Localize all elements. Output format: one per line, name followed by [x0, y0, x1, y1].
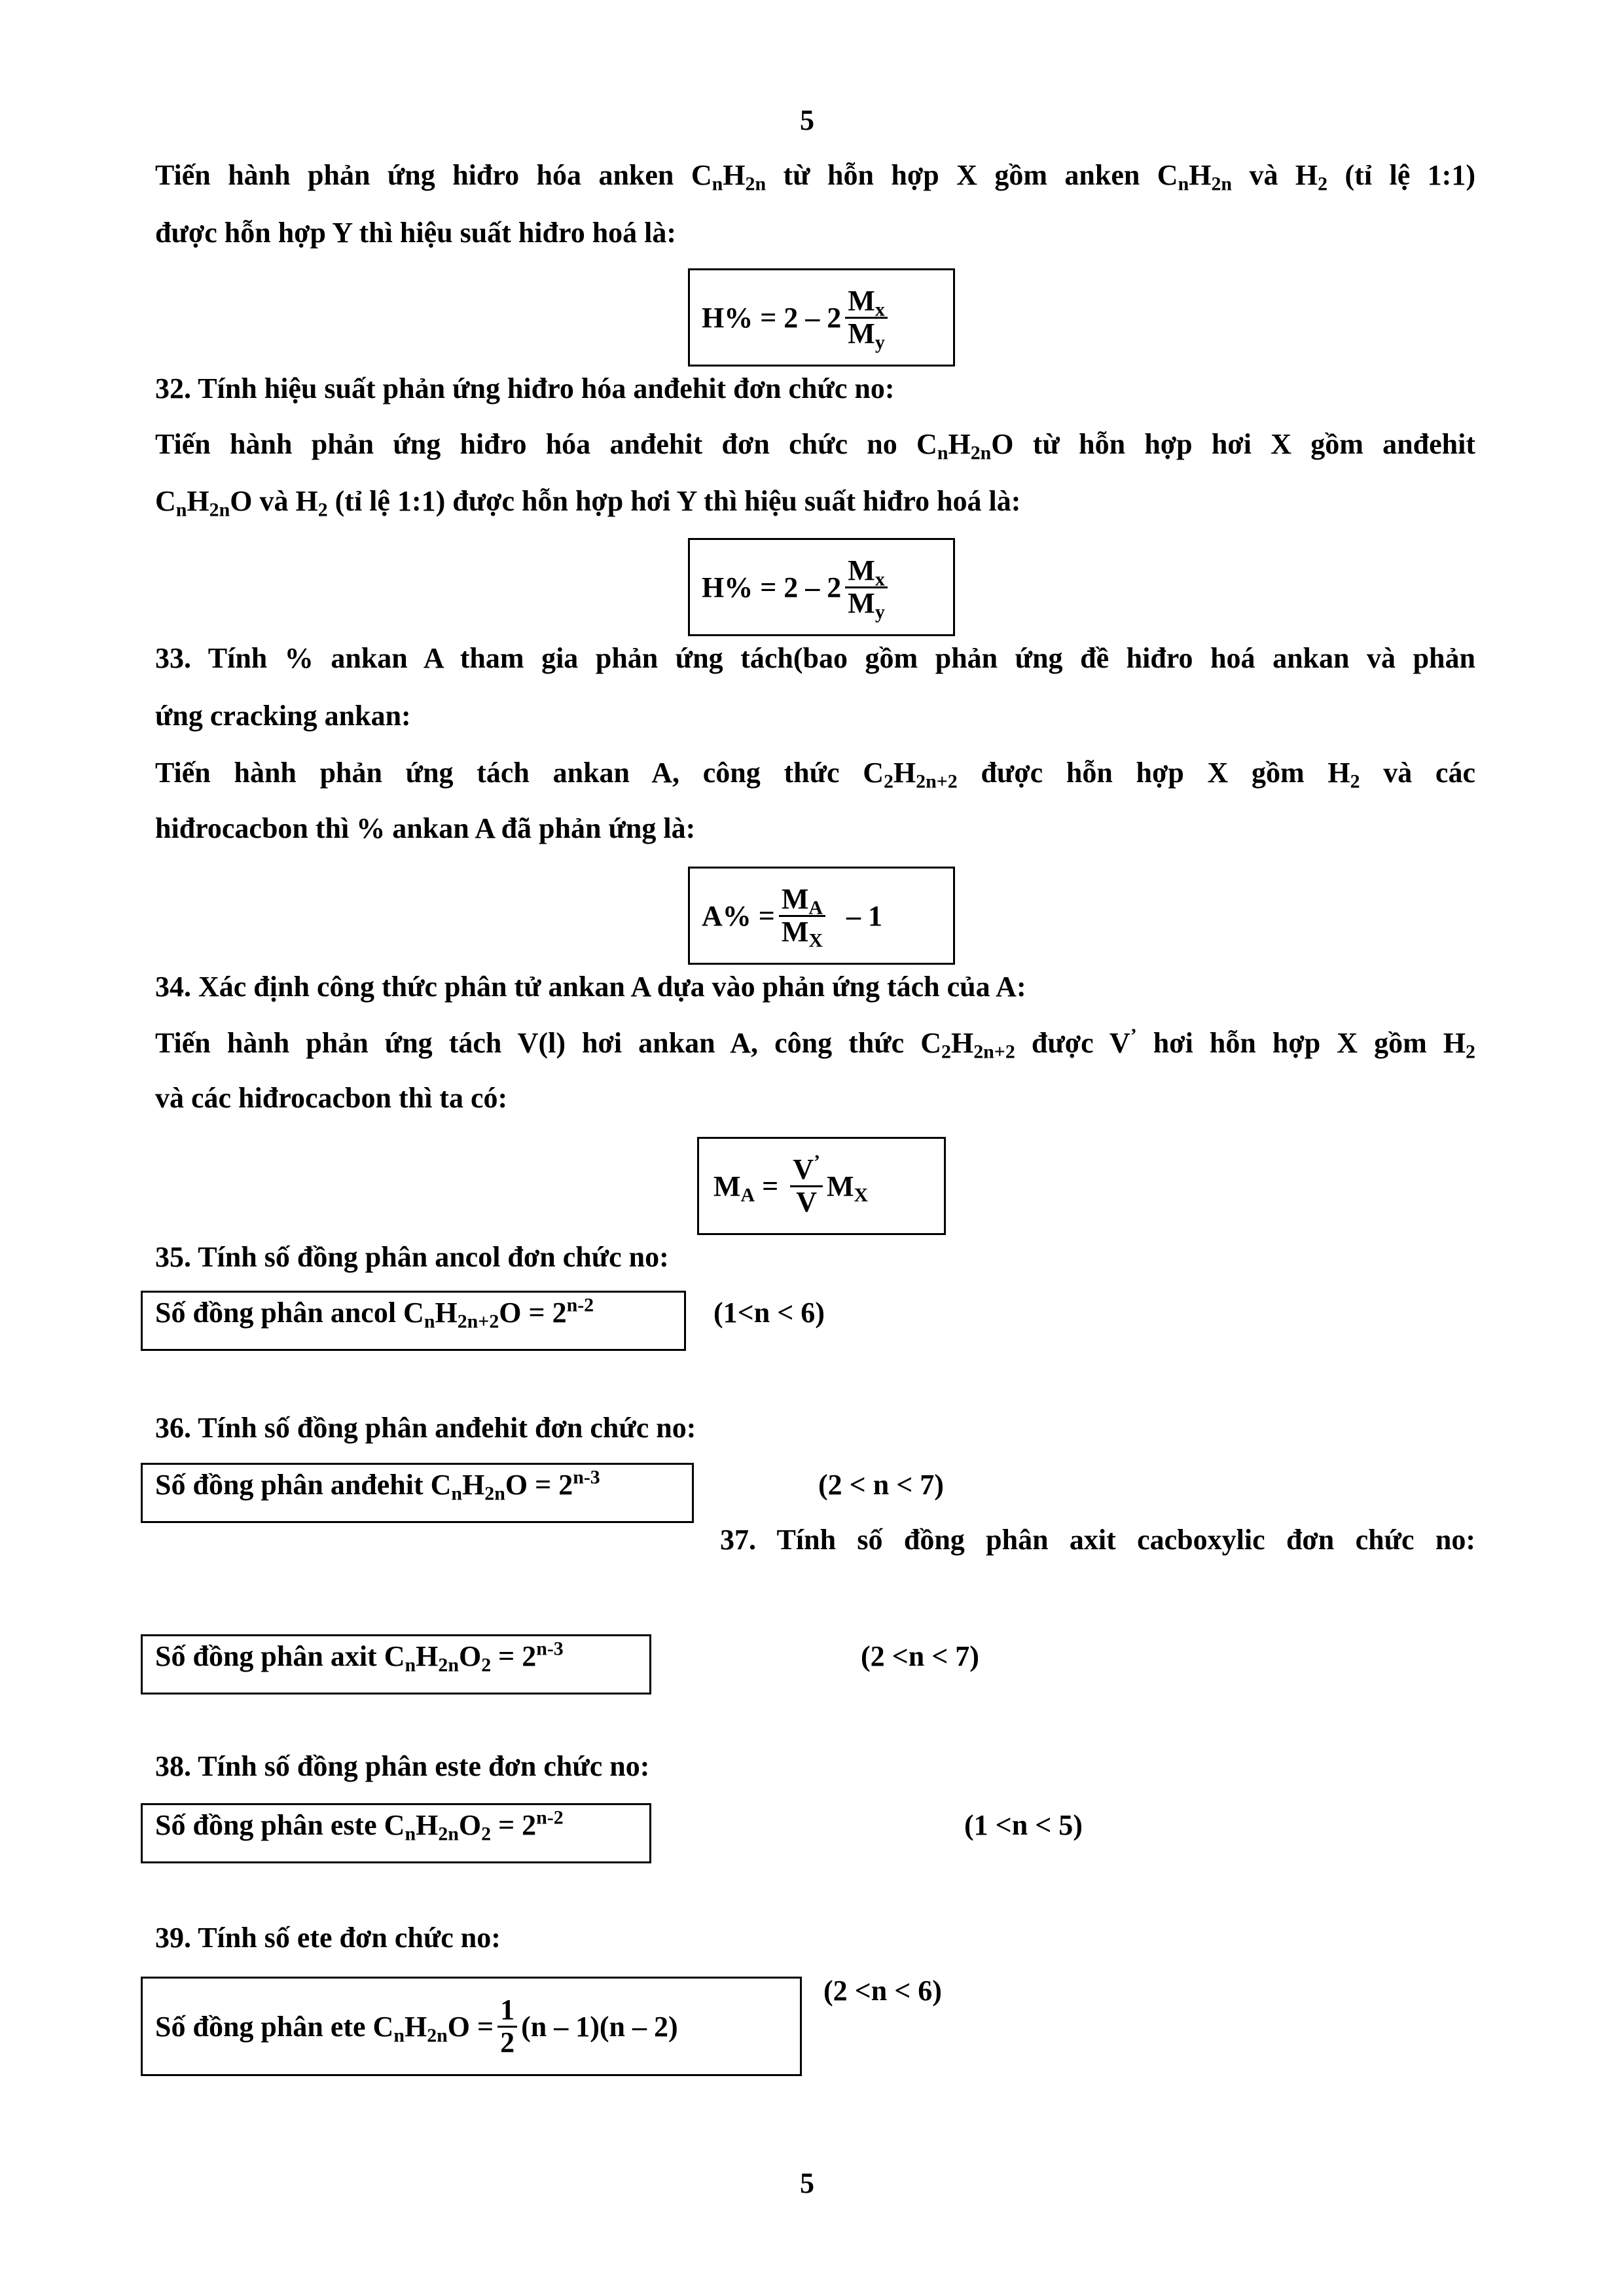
s34-line-2: và các hiđrocacbon thì ta có:	[155, 1082, 508, 1114]
s33-line-2: hiđrocacbon thì % ankan A đã phản ứng là:	[155, 812, 696, 844]
s32-line-1: Tiến hành phản ứng hiđro hóa anđehit đơn chức no $C_nH_{2n}O$ từ hỗn hợp hơi X gồm anđehit	[155, 428, 1475, 464]
s39-fraction: $\frac{1}{2}$	[497, 1995, 517, 2057]
s34-line-1: Tiến hành phản ứng tách V(l) hơi ankan A, công thức $C_2H_{2n+2}$ được V’ hơi hỗn hợp X gồm $H_2$	[155, 1024, 1475, 1063]
s39-formula: Số đồng phân ete $C_nH_{2n}O$ = $\frac{1}{2}$ (n – 1)(n – 2)	[155, 1994, 678, 2058]
s33-fraction: $\frac{M_A}{M_X}$	[779, 884, 825, 946]
s32-formula: H% = 2 – 2 $\frac{M_x}{M_y}$	[702, 541, 892, 634]
s38-formula: Số đồng phân este $C_nH_{2n}O_2 = 2^{n-2}$	[155, 1806, 564, 1845]
s33-line-1: Tiến hành phản ứng tách ankan A, công thức $C_2H_{2n+2}$ được hỗn hợp X gồm $H_2$ và các	[155, 757, 1475, 793]
page-number-bottom: 5	[800, 2167, 814, 2199]
s38-title: 38. Tính số đồng phân este đơn chức no:	[155, 1750, 650, 1782]
s31-line-1: Tiến hành phản ứng hiđro hóa anken $C_nH_{2n}$ từ hỗn hợp X gồm anken $C_nH_{2n}$ và $H_2$ (tỉ lệ 1:1)	[155, 159, 1475, 195]
s32-fraction: $\frac{M_x}{M_y}$	[845, 556, 887, 618]
s37-formula: Số đồng phân axit $C_nH_{2n}O_2 = 2^{n-3}$	[155, 1638, 564, 1676]
s31-fraction: $\frac{M_x}{M_y}$	[845, 286, 887, 348]
s32-line-2: $C_nH_{2n}O$ và $H_2$ (tỉ lệ 1:1) được hỗn hợp hơi Y thì hiệu suất hiđro hoá là:	[155, 485, 1021, 521]
s36-condition: (2 < n < 7)	[818, 1469, 944, 1501]
s35-formula: Số đồng phân ancol $C_nH_{2n+2}O = 2^{n-2}$	[155, 1294, 594, 1333]
s34-fraction: $\frac{V^’}{V}$	[790, 1155, 823, 1217]
s33-title: 33. Tính % ankan A tham gia phản ứng tách(bao gồm phản ứng đề hiđro hoá ankan và phản	[155, 642, 1475, 674]
s32-title: 32. Tính hiệu suất phản ứng hiđro hóa anđehit đơn chức no:	[155, 372, 895, 404]
s38-condition: (1 <n < 5)	[964, 1809, 1083, 1841]
s33-formula: A% = $\frac{M_A}{M_X}$ – 1	[702, 883, 882, 951]
s34-title: 34. Xác định công thức phân tử ankan A dựa vào phản ứng tách của A:	[155, 971, 1026, 1003]
s39-title: 39. Tính số ete đơn chức no:	[155, 1922, 501, 1954]
s37-condition: (2 <n < 7)	[861, 1640, 979, 1672]
s33-title-2: ứng cracking ankan:	[155, 700, 411, 732]
s36-formula: Số đồng phân anđehit $C_nH_{2n}O = 2^{n-3}$	[155, 1466, 600, 1505]
s39-condition: (2 <n < 6)	[823, 1975, 942, 2007]
s34-formula: $M_A$ = $\frac{V^’}{V}$ $M_X$	[713, 1151, 869, 1218]
s31-formula: H% = 2 – 2 $\frac{M_x}{M_y}$	[702, 271, 892, 364]
s35-title: 35. Tính số đồng phân ancol đơn chức no:	[155, 1241, 669, 1273]
s36-title: 36. Tính số đồng phân anđehit đơn chức no:	[155, 1412, 696, 1444]
page-number-top: 5	[800, 104, 814, 136]
s31-line-2: được hỗn hợp Y thì hiệu suất hiđro hoá là:	[155, 217, 677, 249]
s37-title: 37. Tính số đồng phân axit cacboxylic đơn chức no:	[720, 1524, 1475, 1556]
s35-condition: (1<n < 6)	[713, 1297, 825, 1329]
